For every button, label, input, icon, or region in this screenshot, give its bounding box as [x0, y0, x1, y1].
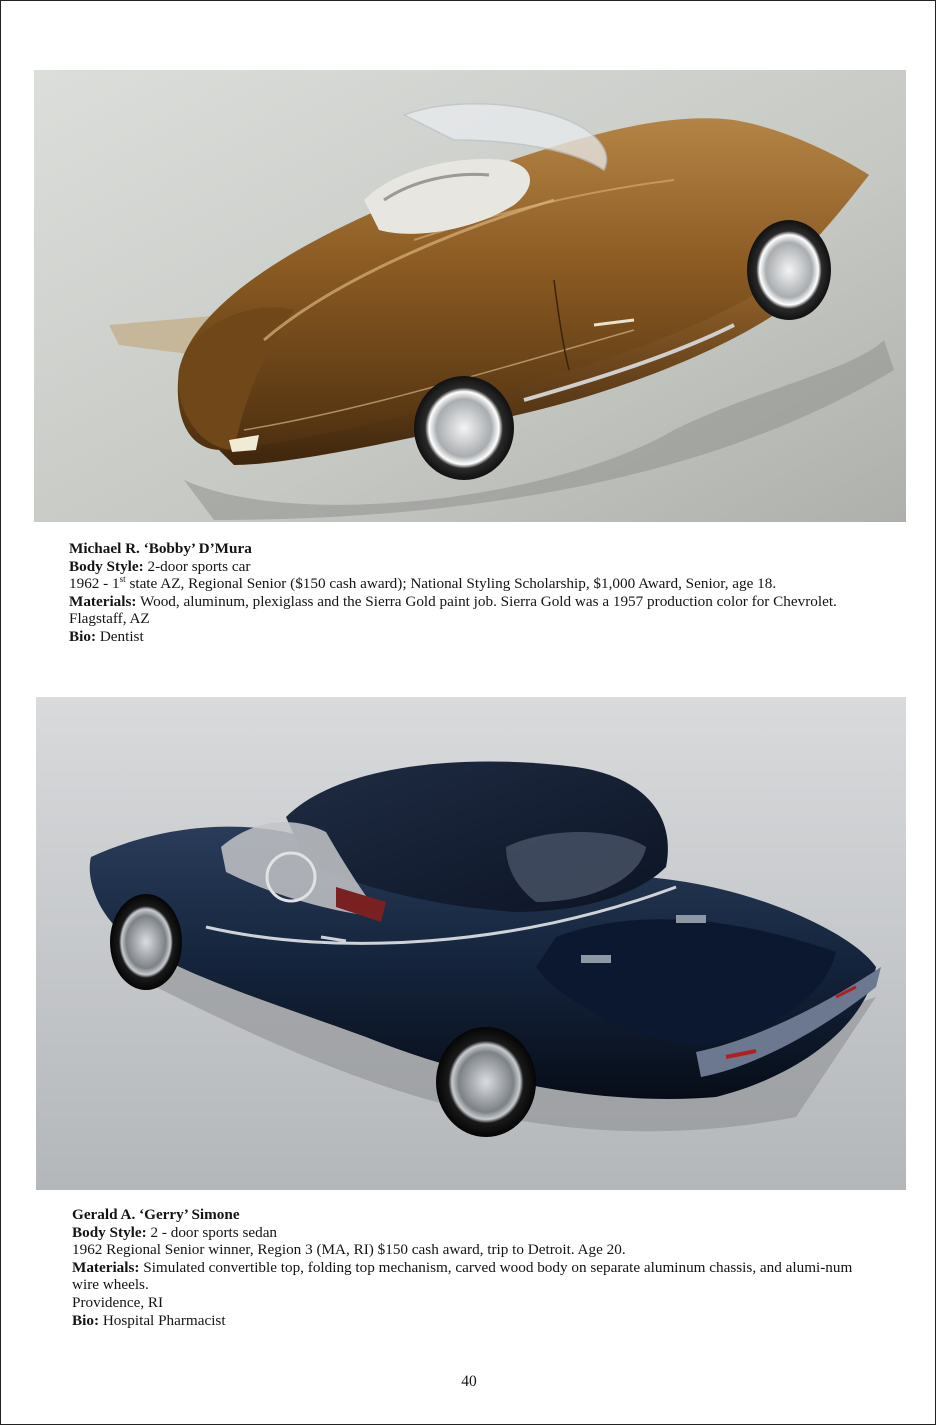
car-photo-blue-sedan — [36, 697, 906, 1190]
body-style-line — [72, 1224, 872, 1242]
body-style-label: Body Style: — [72, 1223, 147, 1241]
materials-value: Wood, aluminum, plexiglass and the Sierra Gold paint job. Sierra Gold was a 1957 production color for Chevrolet. — [140, 592, 837, 610]
bio-value: Dentist — [99, 627, 144, 645]
caption-entry-2 — [72, 1206, 872, 1329]
entrant-name: Michael R. ‘Bobby’ D’Mura — [69, 540, 252, 557]
bio-value: Hospital Pharmacist — [102, 1311, 226, 1329]
bio-line — [69, 628, 869, 646]
entrant-name: Gerald A. ‘Gerry’ Simone — [72, 1206, 240, 1223]
bio-label: Bio: — [69, 627, 97, 645]
blue-car-illustration — [36, 697, 906, 1190]
body-style-line — [69, 558, 869, 576]
caption-entry-1 — [69, 540, 869, 646]
body-style-label: Body Style: — [69, 557, 144, 575]
award-line: 1962 Regional Senior winner, Region 3 (MA, RI) $150 cash award, trip to Detroit. Age 20. — [72, 1241, 626, 1259]
gold-car-illustration — [34, 70, 906, 522]
materials-label: Materials: — [69, 592, 137, 610]
materials-value: Simulated convertible top, folding top mechanism, carved wood body on separate aluminum chassis, and alumi-num wire wheels. — [72, 1258, 853, 1294]
page-number: 40 — [461, 1373, 477, 1390]
bio-label: Bio: — [72, 1311, 100, 1329]
car-photo-gold-convertible — [34, 70, 906, 522]
body-style-value: 2-door sports car — [147, 557, 251, 575]
body-style-value: 2 - door sports sedan — [150, 1223, 278, 1241]
award-line — [69, 575, 869, 593]
award-text-rest: state AZ, Regional Senior ($150 cash award); National Styling Scholarship, $1,000 Award, Senior, age 18. — [125, 575, 777, 593]
materials-line — [72, 1259, 872, 1294]
materials-label: Materials: — [72, 1258, 140, 1276]
award-ordinal: st — [119, 574, 126, 585]
location: Flagstaff, AZ — [69, 610, 150, 628]
materials-line — [69, 593, 869, 611]
location: Providence, RI — [72, 1293, 164, 1311]
award-text: 1962 - 1 — [69, 575, 120, 593]
bio-line — [72, 1312, 872, 1330]
